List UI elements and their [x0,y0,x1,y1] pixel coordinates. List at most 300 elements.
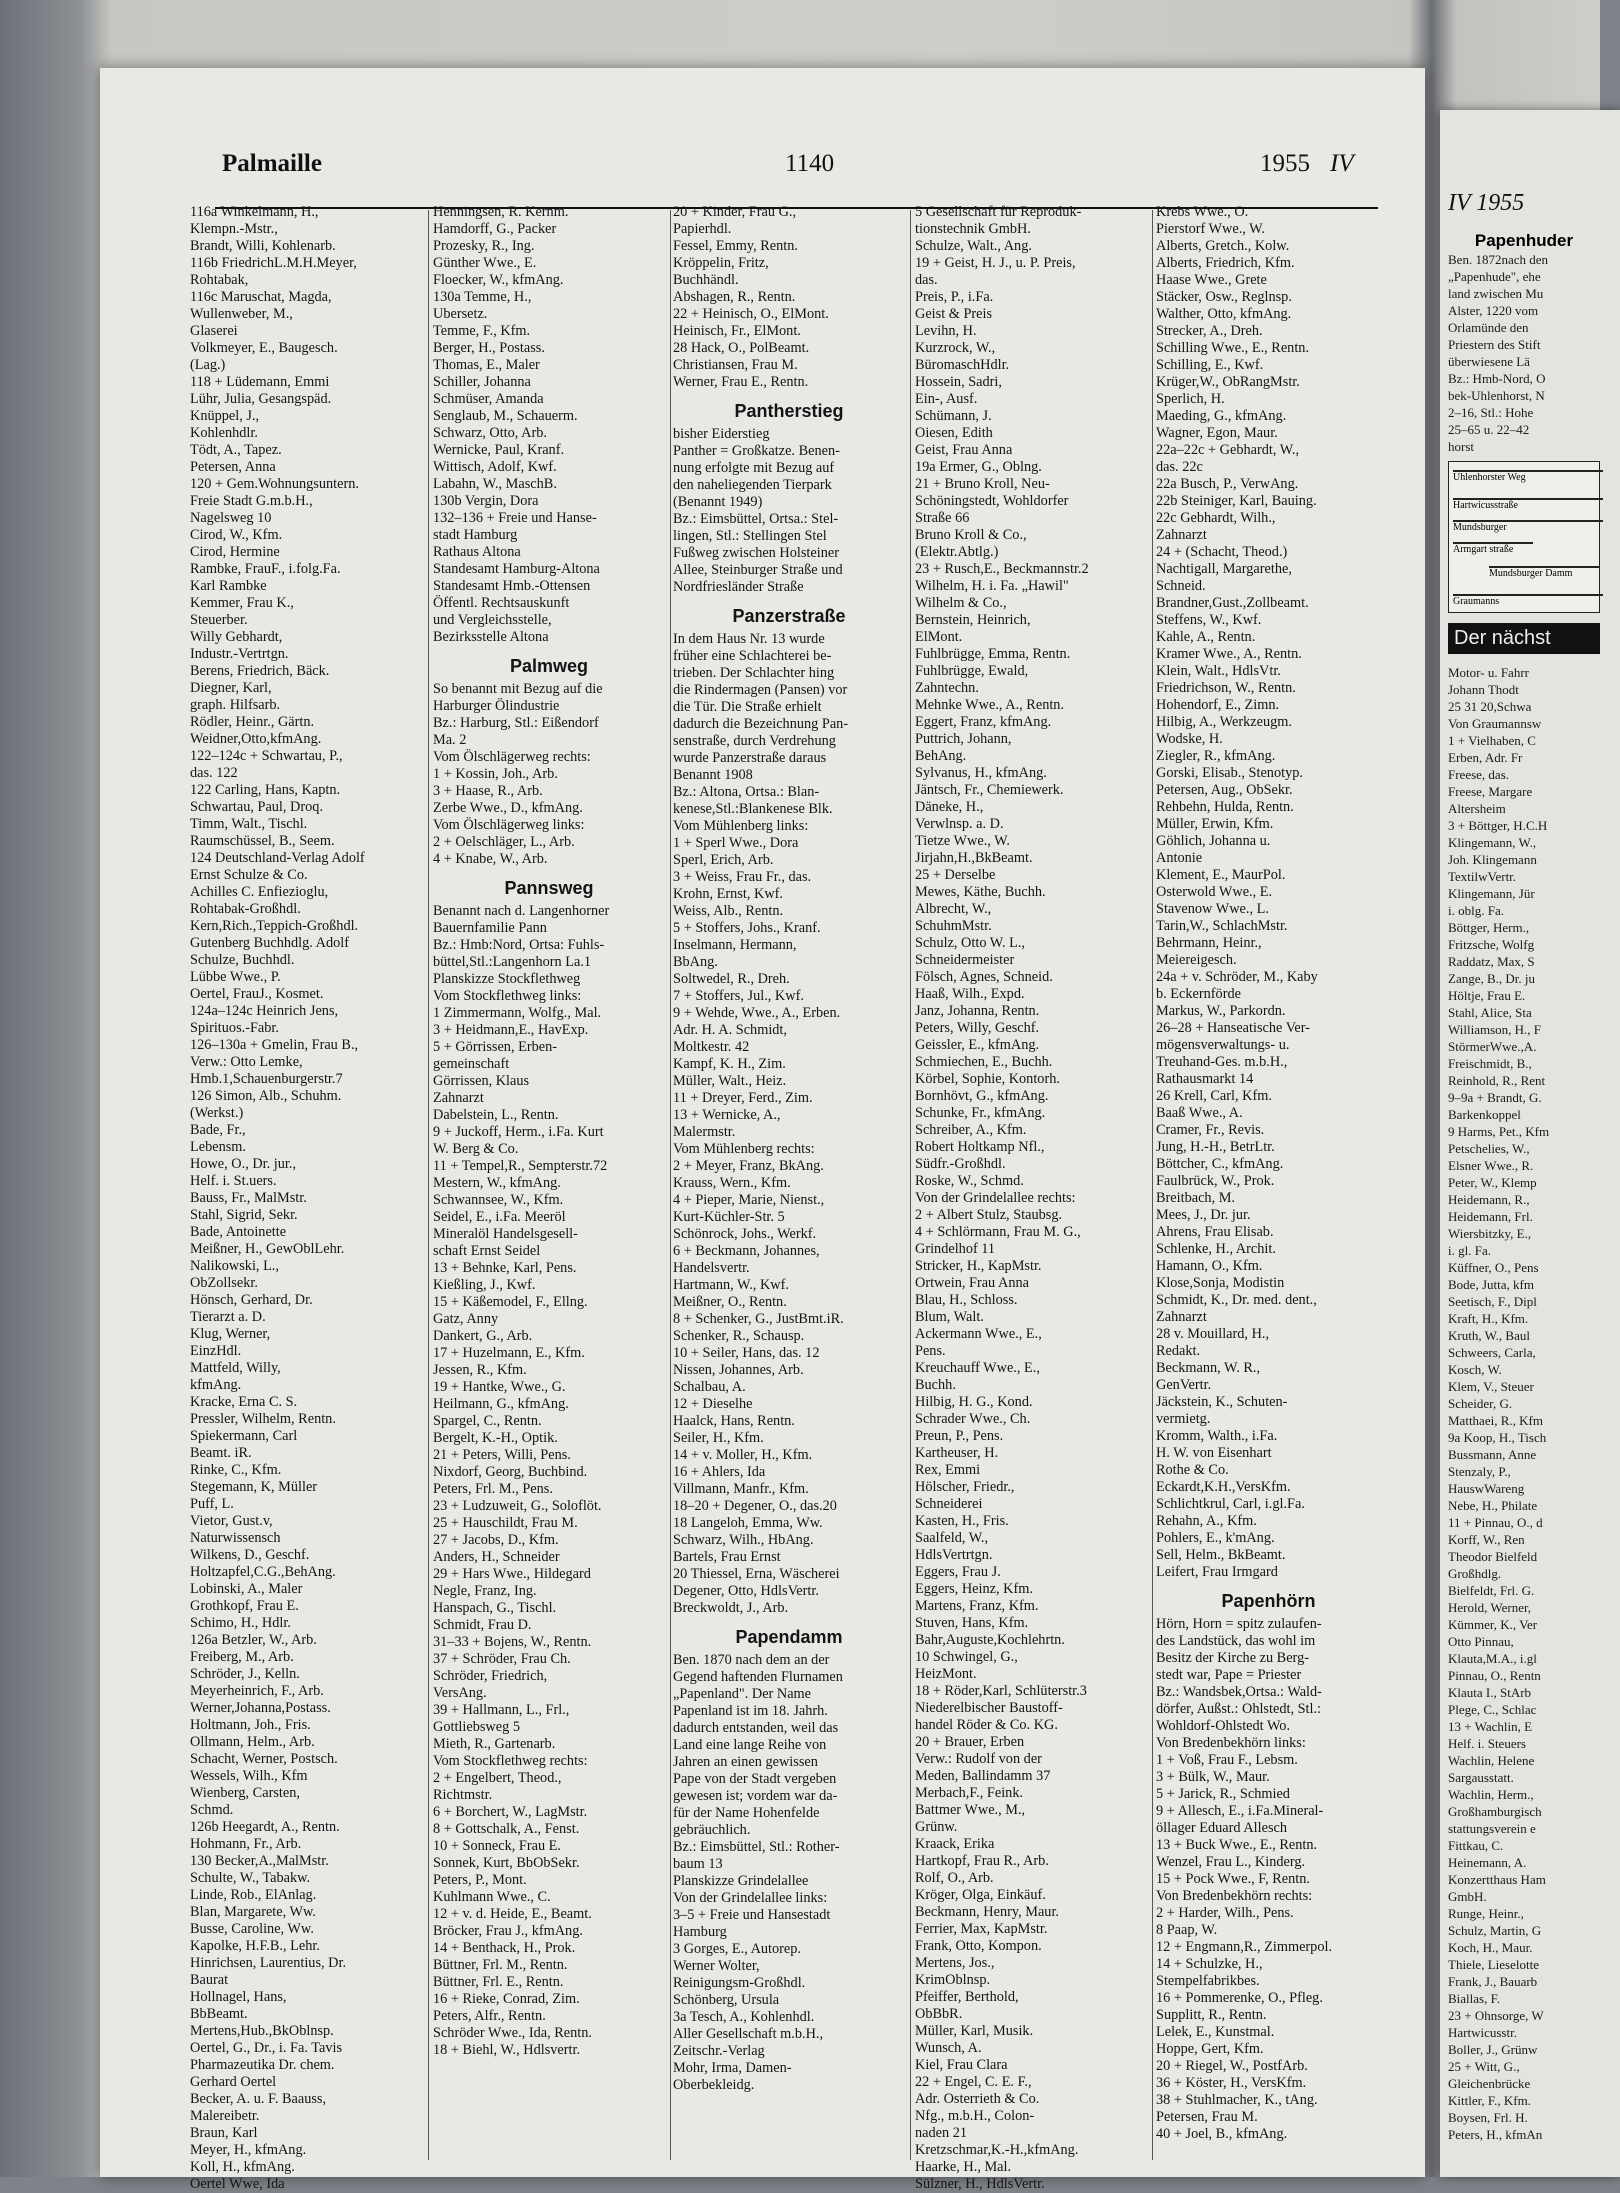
directory-entry: 118 + Lüdemann, Emmi [190,374,330,390]
directory-entry: Koch, H., Maur. [1448,1940,1533,1955]
directory-entry: 19 + Geist, H. J., u. P. Preis, [915,255,1076,271]
directory-entry: Kröppelin, Fritz, [673,255,769,271]
directory-entry: Pharmazeutika Dr. chem. [190,2057,335,2073]
directory-entry: Meden, Ballindamm 37 [915,1768,1051,1784]
directory-entry: 3 Gorges, E., Autorep. [673,1941,801,1957]
directory-entry: Mees, J., Dr. jur. [1156,1207,1251,1223]
directory-entry: Schmidt, K., Dr. med. dent., [1156,1292,1317,1308]
intro-line: Priestern des Stift [1448,337,1541,352]
directory-entry: Wilhelm & Co., [915,595,1007,611]
directory-entry: 5 + Görrissen, Erben- [433,1039,557,1055]
directory-entry: Bz.: Wandsbek,Ortsa.: Wald- [1156,1684,1322,1700]
directory-entry: baum 13 [673,1856,723,1872]
directory-entry: 14 + Schulzke, H., [1156,1956,1263,1972]
directory-entry: 13 + Wernicke, A., [673,1107,781,1123]
directory-entry: Gottliebsweg 5 [433,1719,520,1735]
directory-entry: Schönrock, Johs., Werkf. [673,1226,817,1242]
intro-line: überwiesene Lä [1448,354,1530,369]
directory-entry: Mieth, R., Gartenarb. [433,1736,556,1752]
directory-entry: Schöningstedt, Wohldorfer [915,493,1069,509]
directory-entry: Spargel, C., Rentn. [433,1413,542,1429]
directory-entry: SchuhmMstr. [915,918,992,934]
directory-entry: 9a Koop, H., Tisch [1448,1430,1547,1445]
directory-entry: 22 + Heinisch, O., ElMont. [673,306,829,322]
street-heading: Papenhuder [1474,231,1574,250]
street-header: Palmaille [222,150,322,177]
directory-entry: Oiesen, Edith [915,425,993,441]
column-1 [190,204,422,2193]
directory-entry: 2 + Meyer, Franz, BkAng. [673,1158,824,1174]
intro-line: Ben. 1872nach den [1448,252,1549,267]
directory-entry: Ferrier, Max, KapMstr. [915,1921,1048,1937]
directory-entry: Hinrichsen, Laurentius, Dr. [190,1955,347,1971]
directory-entry: Petschelies, W., [1448,1141,1530,1156]
directory-entry: Allee, Steinburger Straße und [673,562,843,578]
directory-entry: Zeitschr.-Verlag [673,2043,765,2059]
directory-entry: Maeding, G., kfmAng. [1156,408,1287,424]
map-label: Armgart straße [1453,542,1533,555]
directory-entry: Spiekermann, Carl [190,1428,298,1444]
directory-entry: Schönberg, Ursula [673,1992,780,2008]
directory-entry: Eggers, Heinz, Kfm. [915,1581,1033,1597]
directory-entry: Boysen, Frl. H. [1448,2110,1528,2125]
directory-entry: Blan, Margarete, Ww. [190,1904,316,1920]
directory-entry: Osterwold Wwe., E. [1156,884,1273,900]
directory-entry: 12 + Engmann,R., Zimmerpol. [1156,1939,1333,1955]
directory-entry: Pinnau, O., Rentn [1448,1668,1541,1683]
directory-entry: 19a Ermer, G., Oblng. [915,459,1042,475]
directory-entry: Becker, A. u. F. Baauss, [190,2091,327,2107]
directory-entry: 31–33 + Bojens, W., Rentn. [433,1634,592,1650]
directory-entry: Schneiderei [915,1496,983,1512]
directory-entry: BbBeamt. [190,2006,248,2022]
directory-entry: Schneid. [1156,578,1206,594]
directory-entry: Lebensm. [190,1139,246,1155]
directory-entry: Kuhlmann Wwe., C. [433,1889,551,1905]
directory-entry: Dabelstein, L., Rentn. [433,1107,559,1123]
directory-entry: Bz.: Hmb:Nord, Ortsa: Fuhls- [433,937,605,953]
directory-entry: Kraft, H., Kfm. [1448,1311,1529,1326]
directory-entry: Stahl, Alice, Sta [1448,1005,1532,1020]
directory-entry: Kiel, Frau Clara [915,2057,1008,2073]
directory-entry: BüromaschHdlr. [915,357,1010,373]
directory-entry: 124 Deutschland-Verlag Adolf [190,850,365,866]
directory-entry: Saalfeld, W., [915,1530,989,1546]
directory-entry: Höltje, Frau E. [1448,988,1526,1003]
column-divider [428,210,429,2160]
directory-entry: lingen, Stl.: Stellingen Stel [673,528,827,544]
directory-entry: Kümmer, K., Ver [1448,1617,1538,1632]
directory-entry: Steffens, W., Kwf. [1156,612,1262,628]
directory-entry: das. 122 [190,765,238,781]
directory-entry: Rathaus Altona [433,544,521,560]
directory-entry: Müller, Erwin, Kfm. [1156,816,1274,832]
directory-entry: Bauss, Fr., MalMstr. [190,1190,307,1206]
directory-entry: Haase Wwe., Grete [1156,272,1267,288]
directory-entry: Rohtabak-Großhdl. [190,901,301,917]
directory-entry: 130 Becker,A.,MalMstr. [190,1853,329,1869]
directory-entry: Wernicke, Paul, Kranf. [433,442,565,458]
directory-entry: Gleichenbrücke [1448,2076,1531,2091]
directory-entry: 36 + Köster, H., VersKfm. [1156,2075,1307,2091]
directory-entry: 116a Winkelmann, H., [190,204,319,220]
directory-entry: 9 Harms, Pet., Kfm [1448,1124,1550,1139]
directory-entry: Müller, Karl, Musik. [915,2023,1034,2039]
directory-entry: Wohldorf-Ohlstedt Wo. [1156,1718,1291,1734]
directory-entry: Sargausstatt. [1448,1770,1514,1785]
directory-entry: GenVertr. [1156,1377,1212,1393]
directory-entry: Wachlin, Herm., [1448,1787,1534,1802]
directory-entry: 3 + Böttger, H.C.H [1448,818,1548,833]
directory-entry: Redakt. [1156,1343,1201,1359]
directory-entry: Preis, P., i.Fa. [915,289,994,305]
directory-entry: Freese, das. [1448,767,1510,782]
directory-entry: Jirjahn,H.,BkBeamt. [915,850,1033,866]
directory-entry: 8 + Schenker, G., JustBmt.iR. [673,1311,844,1327]
directory-entry: 25 + Derselbe [915,867,996,883]
directory-entry: 5 Gesellschaft für Reproduk- [915,204,1082,220]
directory-entry: Bartels, Frau Ernst [673,1549,781,1565]
directory-entry: Brandt, Willi, Kohlenarb. [190,238,336,254]
directory-entry: 20 + Riegel, W., PostfArb. [1156,2058,1308,2074]
directory-entry: 13 + Wachlin, E [1448,1719,1533,1734]
directory-entry: Battmer Wwe., M., [915,1802,1026,1818]
directory-entry: Oertel Wwe, Ida [190,2176,285,2192]
directory-entry: 4 + Schlörmann, Frau M. G., [915,1224,1081,1240]
directory-entry: Standesamt Hmb.-Ottensen [433,578,591,594]
directory-entry: Moltkestr. 42 [673,1039,750,1055]
directory-entry: Kasten, H., Fris. [915,1513,1009,1529]
directory-entry: das. [915,272,938,288]
directory-entry: Zerbe Wwe., D., kfmAng. [433,800,583,816]
directory-entry: Kreuchauff Wwe., E., [915,1360,1040,1376]
directory-entry: Heilmann, G., kfmAng. [433,1396,569,1412]
directory-entry: Cramer, Fr., Revis. [1156,1122,1265,1138]
directory-entry: 22 + Engel, C. E. F., [915,2074,1032,2090]
directory-entry: Howe, O., Dr. jur., [190,1156,297,1172]
directory-entry: 124a–124c Heinrich Jens, [190,1003,339,1019]
directory-entry: Berens, Friedrich, Bäck. [190,663,330,679]
directory-entry: Hartmann, W., Kwf. [673,1277,789,1293]
directory-entry: Schröder Wwe., Ida, Rentn. [433,2025,592,2041]
directory-entry: Herold, Werner, [1448,1600,1532,1615]
directory-entry: stadt Hamburg [433,527,518,543]
directory-entry: Schröder, Friedrich, [433,1668,548,1684]
directory-entry: Walther, Otto, kfmAng. [1156,306,1292,322]
directory-entry: Böttcher, C., kfmAng. [1156,1156,1284,1172]
directory-entry: Breitbach, M. [1156,1190,1236,1206]
directory-entry: Kretzschmar,K.-H.,kfmAng. [915,2142,1079,2158]
directory-entry: 16 + Pommerenke, O., Pfleg. [1156,1990,1323,2006]
directory-entry: 16 + Ahlers, Ida [673,1464,766,1480]
directory-entry: Brandner,Gust.,Zollbeamt. [1156,595,1309,611]
directory-entry: Oberbekleidg. [673,2077,755,2093]
directory-entry: Planskizze Grindelallee [673,1873,809,1889]
directory-entry: Bröcker, Frau J., kfmAng. [433,1923,583,1939]
directory-entry: Floecker, W., kfmAng. [433,272,564,288]
directory-entry: Pape von der Stadt vergeben [673,1771,837,1787]
street-heading: Pantherstieg [734,401,844,421]
directory-entry: Büttner, Frl. E., Rentn. [433,1974,564,1990]
directory-entry: 122 Carling, Hans, Kaptn. [190,782,341,798]
page-number: 1140 [785,150,835,177]
directory-entry: Kießling, J., Kwf. [433,1277,536,1293]
directory-entry: Gorski, Elisab., Stenotyp. [1156,765,1303,781]
directory-entry: Ziegler, R., kfmAng. [1156,748,1276,764]
directory-entry: 1 + Sperl Wwe., Dora [673,835,799,851]
directory-entry: Küffner, O., Pens [1448,1260,1539,1275]
directory-entry: Bernstein, Heinrich, [915,612,1031,628]
directory-entry: Schrader Wwe., Ch. [915,1411,1031,1427]
directory-entry: Alberts, Friedrich, Kfm. [1156,255,1295,271]
directory-entry: Mohr, Irma, Damen- [673,2060,792,2076]
directory-entry: BbAng. [673,954,718,970]
street-heading: Panzerstraße [732,606,846,626]
directory-entry: Grindelhof 11 [915,1241,996,1257]
directory-entry: Sperlich, H. [1156,391,1225,407]
directory-entry: Thiele, Lieselotte [1448,1957,1539,1972]
directory-entry: Wagner, Egon, Maur. [1156,425,1278,441]
directory-entry: Klein, Walt., HdlsVtr. [1156,663,1281,679]
directory-entry: Williamson, H., F [1448,1022,1542,1037]
intro-line: 25–65 u. 22–42 [1448,422,1530,437]
directory-entry: Lühr, Julia, Gesangspäd. [190,391,332,407]
directory-entry: Degener, Otto, HdlsVertr. [673,1583,819,1599]
directory-entry: 126 Simon, Alb., Schuhm. [190,1088,342,1104]
directory-entry: Kartheuser, H. [915,1445,999,1461]
directory-entry: 3 + Haase, R., Arb. [433,783,543,799]
directory-entry: 4 + Pieper, Marie, Nienst., [673,1192,825,1208]
directory-entry: Elsner Wwe., R. [1448,1158,1534,1173]
directory-entry: Kramer Wwe., A., Rentn. [1156,646,1302,662]
directory-entry: 27 + Jacobs, D., Kfm. [433,1532,559,1548]
directory-entry: 1 + Vielhaben, C [1448,733,1536,748]
directory-entry: Rothe & Co. [1156,1462,1229,1478]
directory-entry: ObBbR. [915,2006,963,2022]
directory-entry: Timm, Walt., Tischl. [190,816,308,832]
directory-entry: Braun, Karl [190,2125,258,2141]
directory-entry: Benannt nach d. Langenhorner [433,903,610,919]
directory-entry: Bode, Jutta, kfm [1448,1277,1534,1292]
directory-entry: Klempn.-Mstr., [190,221,278,237]
directory-entry: Peters, H., kfmAn [1448,2127,1543,2142]
directory-entry: Stricker, H., KapMstr. [915,1258,1042,1274]
directory-entry: Bahr,Auguste,Kochlehrtn. [915,1632,1065,1648]
directory-entry: Freie Stadt G.m.b.H., [190,493,313,509]
directory-entry: Adr. Osterrieth & Co. [915,2091,1040,2107]
directory-entry: Harburger Ölindustrie [433,698,560,714]
directory-entry: Bussmann, Anne [1448,1447,1537,1462]
directory-entry: Rinke, C., Kfm. [190,1462,282,1478]
adjacent-entries [1448,664,1600,2143]
directory-entry: Senglaub, M., Schauerm. [433,408,578,424]
directory-entry: (Lag.) [190,357,226,373]
directory-entry: Rohtabak, [190,272,249,288]
directory-entry: Cirod, Hermine [190,544,280,560]
directory-entry: Ubersetz. [433,306,488,322]
directory-entry: Verwlnsp. a. D. [915,816,1004,832]
directory-entry: Grothkopf, Frau E. [190,1598,299,1614]
directory-entry: öllager Eduard Allesch [1156,1820,1288,1836]
directory-entry: Freiberg, M., Arb. [190,1649,294,1665]
directory-entry: Petersen, Aug., ObSekr. [1156,782,1293,798]
directory-entry: Buchhändl. [673,272,739,288]
directory-entry: Tietze Wwe., W. [915,833,1010,849]
intro-line: Orlamünde den [1448,320,1529,335]
directory-entry: Stavenow Wwe., L. [1156,901,1269,917]
directory-entry: Schreiber, A., Kfm. [915,1122,1027,1138]
directory-entry: VersAng. [433,1685,487,1701]
directory-entry: stattungsverein e [1448,1821,1536,1836]
directory-entry: Blum, Walt. [915,1309,984,1325]
map-label: Mundsburger Damm [1489,566,1599,579]
directory-entry: 18 + Biehl, W., Hdlsvertr. [433,2042,581,2058]
directory-entry: Prozesky, R., Ing. [433,238,535,254]
directory-entry: 8 Paap, W. [1156,1922,1218,1938]
directory-entry: die Rindermagen (Pansen) vor [673,682,848,698]
directory-entry: 28 Hack, O., PolBeamt. [673,340,810,356]
directory-entry: Großhdlg. [1448,1566,1502,1581]
directory-entry: Joh. Klingemann [1448,852,1537,867]
directory-entry: 10 Schwingel, G., [915,1649,1018,1665]
directory-entry: Puttrich, Johann, [915,731,1012,747]
directory-entry: Tierarzt a. D. [190,1309,266,1325]
adjacent-page-header: IV 1955 [1448,190,1525,216]
directory-entry: 6 + Beckmann, Johannes, [673,1243,820,1259]
directory-entry: naden 21 [915,2125,968,2141]
directory-entry: Rödler, Heinr., Gärtn. [190,714,315,730]
directory-entry: Bornhövt, G., kfmAng. [915,1088,1049,1104]
directory-entry: Vom Stockflethweg rechts: [433,1753,588,1769]
directory-entry: Markus, W., Parkordn. [1156,1003,1286,1019]
directory-entry: Rex, Emmi [915,1462,981,1478]
directory-entry: Sylvanus, H., kfmAng. [915,765,1047,781]
directory-entry: Schulz, Martin, G [1448,1923,1542,1938]
directory-entry: Schweers, Carla, [1448,1345,1536,1360]
directory-entry: Böttger, Herm., [1448,920,1530,935]
directory-entry: Mestern, W., kfmAng. [433,1175,561,1191]
directory-entry: 18 Langeloh, Emma, Ww. [673,1515,823,1531]
directory-entry: Schmüser, Amanda [433,391,544,407]
directory-entry: tionstechnik GmbH. [915,221,1031,237]
directory-entry: H. W. von Eisenhart [1156,1445,1272,1461]
directory-entry: Meißner, H., GewOblLehr. [190,1241,345,1257]
directory-entry: 15 + Käßemodel, F., Ellng. [433,1294,588,1310]
directory-entry: Krauss, Wern., Kfm. [673,1175,791,1191]
directory-entry: Wodske, H. [1156,731,1223,747]
directory-entry: Wiersbitzky, E., [1448,1226,1532,1241]
directory-entry: Hmb.1,Schauenburgerstr.7 [190,1071,343,1087]
directory-entry: Besitz der Kirche zu Berg- [1156,1650,1309,1666]
intro-line: Alster, 1220 vom [1448,303,1539,318]
directory-entry: Ben. 1870 nach dem an der [673,1652,830,1668]
directory-entry: Cirod, W., Kfm. [190,527,283,543]
directory-entry: Fölsch, Agnes, Schneid. [915,969,1053,985]
directory-entry: Eggers, Frau J. [915,1564,1001,1580]
directory-entry: Klement, E., MaurPol. [1156,867,1286,883]
directory-entry: Seidel, E., i.Fa. Meeröl [433,1209,566,1225]
directory-entry: Wienberg, Carsten, [190,1785,300,1801]
directory-entry: Bergelt, K.-H., Optik. [433,1430,558,1446]
directory-entry: 3 + Bülk, W., Maur. [1156,1769,1270,1785]
directory-entry: 1 Zimmermann, Wolfg., Mal. [433,1005,602,1021]
directory-entry: mögensverwaltungs- u. [1156,1037,1290,1053]
directory-entry: 3–5 + Freie und Hansestadt [673,1907,831,1923]
directory-entry: Inselmann, Hermann, [673,937,797,953]
directory-entry: Theodor Bielfeld [1448,1549,1538,1564]
directory-entry: Malermstr. [673,1124,736,1140]
directory-entry: Steuerber. [190,612,248,628]
directory-entry: Heinemann, A. [1448,1855,1527,1870]
directory-entry: Anders, H., Schneider [433,1549,560,1565]
directory-entry: Stahl, Sigrid, Sekr. [190,1207,298,1223]
directory-entry: Holtmann, Joh., Fris. [190,1717,311,1733]
directory-entry: Vom Mühlenberg rechts: [673,1141,815,1157]
directory-entry: ObZollsekr. [190,1275,258,1291]
directory-entry: 14 + v. Moller, H., Kfm. [673,1447,813,1463]
directory-entry: Von Bredenbekhörn links: [1156,1735,1306,1751]
directory-entry: Sonnek, Kurt, BbObSekr. [433,1855,580,1871]
directory-entry: Bruno Kroll & Co., [915,527,1027,543]
directory-entry: Papenland ist im 18. Jahrh. [673,1703,828,1719]
directory-entry: Reinigungsm-Großhdl. [673,1975,806,1991]
directory-entry: Sperl, Erich, Arb. [673,852,774,868]
directory-entry: Heidemann, R., [1448,1192,1530,1207]
directory-entry: BehAng. [915,748,967,764]
directory-entry: handel Röder & Co. KG. [915,1717,1058,1733]
directory-entry: stedt war, Pape = Priester [1156,1667,1302,1683]
directory-entry: Christiansen, Frau M. [673,357,798,373]
directory-entry: Hamdorff, G., Packer [433,221,557,237]
directory-entry: Haaß, Wilh., Expd. [915,986,1025,1002]
directory-entry: Kapolke, H.F.B., Lehr. [190,1938,320,1954]
map-label: Mundsburger [1453,520,1603,533]
directory-entry: Land eine lange Reihe von [673,1737,827,1753]
directory-entry: Nixdorf, Georg, Buchbind. [433,1464,588,1480]
directory-entry: 20 + Brauer, Erben [915,1734,1025,1750]
directory-entry: Ernst Schulze & Co. [190,867,308,883]
directory-entry: Bz.: Eimsbüttel, Stl.: Rother- [673,1839,840,1855]
directory-entry: Krohn, Ernst, Kwf. [673,886,783,902]
directory-entry: Haalck, Hans, Rentn. [673,1413,795,1429]
directory-entry: Strecker, A., Dreh. [1156,323,1263,339]
directory-entry: 16 + Rieke, Conrad, Zim. [433,1991,580,2007]
directory-entry: Leifert, Frau Irmgard [1156,1564,1278,1580]
directory-entry: Schalbau, A. [673,1379,746,1395]
directory-entry: Schulze, Buchhdl. [190,952,295,968]
directory-entry: Mattfeld, Willy, [190,1360,281,1376]
directory-entry: Papierhdl. [673,221,732,237]
directory-entry: Malereibetr. [190,2108,260,2124]
directory-entry: Heidemann, Frl. [1448,1209,1533,1224]
street-heading: Palmweg [509,656,589,676]
directory-entry: Wessels, Wilh., Kfm [190,1768,308,1784]
directory-entry: Ahrens, Frau Elisab. [1156,1224,1274,1240]
directory-entry: Schümann, J. [915,408,992,424]
directory-entry: 22a Busch, P., VerwAng. [1156,476,1299,492]
directory-entry: 28 v. Mouillard, H., [1156,1326,1270,1342]
map-label: Uhlenhorster Weg [1453,470,1603,483]
directory-entry: Seiler, H., Kfm. [673,1430,764,1446]
directory-entry: Heinisch, Fr., ElMont. [673,323,801,339]
column-4 [915,204,1147,2193]
directory-entry: Matthaei, R., Kfm [1448,1413,1543,1428]
directory-entry: 19 + Hantke, Wwe., G. [433,1379,566,1395]
directory-entry: Frank, Otto, Kompon. [915,1938,1042,1954]
directory-entry: Hartwicusstr. [1448,2025,1517,2040]
directory-entry: Bz.: Eimsbüttel, Ortsa.: Stel- [673,511,839,527]
directory-entry: Ein-, Ausf. [915,391,978,407]
